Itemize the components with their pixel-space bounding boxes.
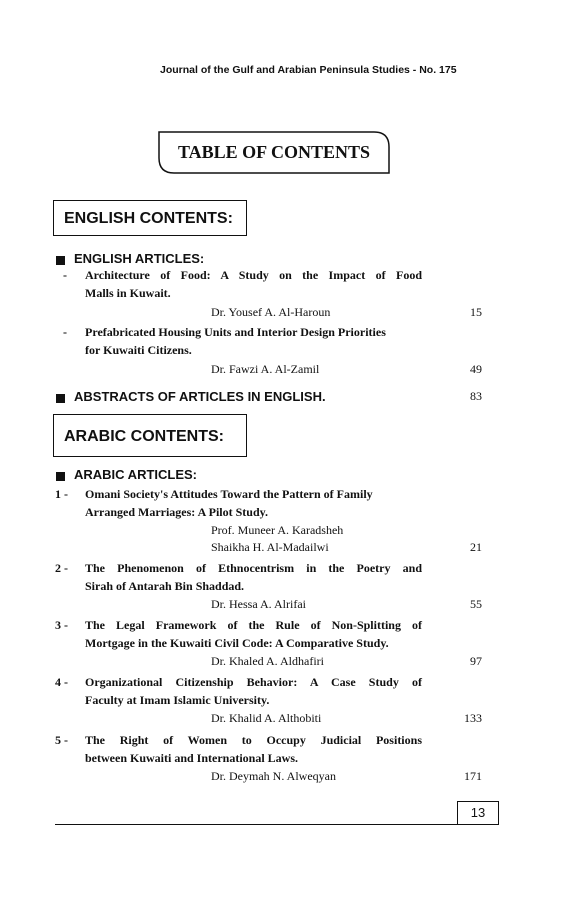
article-title: for Kuwaiti Citizens.	[85, 343, 192, 357]
abstracts-page: 83	[470, 389, 482, 403]
article-title: Omani Society's Attitudes Toward the Pattern of Family	[85, 487, 373, 501]
article-marker: 4 -	[55, 675, 68, 689]
article-author: Dr. Deymah N. Alweqyan	[211, 769, 336, 783]
article-title: Prefabricated Housing Units and Interior Design Priorities	[85, 325, 386, 339]
article-title: The Right of Women to Occupy Judicial Positions	[85, 733, 422, 747]
page-number-box	[457, 801, 499, 825]
page-number: 13	[470, 805, 486, 820]
abstracts-heading: ABSTRACTS OF ARTICLES IN ENGLISH.	[74, 389, 326, 404]
article-page: 97	[470, 654, 482, 668]
article-title: Arranged Marriages: A Pilot Study.	[85, 505, 268, 519]
article-page: 171	[464, 769, 482, 783]
article-marker: 3 -	[55, 618, 68, 632]
article-author: Dr. Fawzi A. Al-Zamil	[211, 362, 320, 376]
article-author: Prof. Muneer A. Karadsheh	[211, 523, 344, 537]
footer-rule	[55, 824, 458, 825]
article-page: 15	[470, 305, 482, 319]
bullet-square-icon	[56, 472, 65, 481]
article-title: The Phenomenon of Ethnocentrism in the Poetry and	[85, 561, 422, 575]
article-author: Dr. Khalid A. Althobiti	[211, 711, 322, 725]
article-title: The Legal Framework of the Rule of Non-Splitting of	[85, 618, 422, 632]
english-articles-heading: ENGLISH ARTICLES:	[74, 251, 205, 266]
arabic-contents-label: ARABIC CONTENTS:	[64, 428, 224, 445]
article-title: Organizational Citizenship Behavior: A Case Study of	[85, 675, 422, 689]
article-page: 21	[470, 540, 482, 554]
arabic-contents-box	[53, 414, 247, 457]
article-page: 49	[470, 362, 482, 376]
article-title: between Kuwaiti and International Laws.	[85, 751, 299, 765]
article-marker: -	[63, 268, 67, 282]
article-title: Architecture of Food: A Study on the Impact of Food	[85, 268, 422, 282]
article-marker: 1 -	[55, 487, 68, 501]
journal-header: Journal of the Gulf and Arabian Peninsula Studies - No. 175	[160, 64, 457, 76]
article-author: Dr. Khaled A. Aldhafiri	[211, 654, 324, 668]
article-author: Dr. Yousef A. Al-Haroun	[211, 305, 331, 319]
article-marker: 2 -	[55, 561, 68, 575]
article-marker: -	[63, 325, 67, 339]
article-title: Sirah of Antarah Bin Shaddad.	[85, 579, 245, 593]
bullet-square-icon	[56, 394, 65, 403]
english-contents-box	[53, 200, 247, 236]
article-title: Mortgage in the Kuwaiti Civil Code: A Comparative Study.	[85, 636, 389, 650]
toc-title: TABLE OF CONTENTS	[177, 142, 371, 162]
article-page: 133	[464, 711, 482, 725]
toc-title-box	[158, 131, 390, 174]
article-marker: 5 -	[55, 733, 68, 747]
article-title: Malls in Kuwait.	[85, 286, 171, 300]
english-contents-label: ENGLISH CONTENTS:	[64, 210, 233, 227]
article-author: Shaikha H. Al-Madailwi	[211, 540, 329, 554]
article-title: Faculty at Imam Islamic University.	[85, 693, 270, 707]
arabic-articles-heading: ARABIC ARTICLES:	[74, 467, 198, 482]
article-page: 55	[470, 597, 482, 611]
article-author: Dr. Hessa A. Alrifai	[211, 597, 306, 611]
bullet-square-icon	[56, 256, 65, 265]
